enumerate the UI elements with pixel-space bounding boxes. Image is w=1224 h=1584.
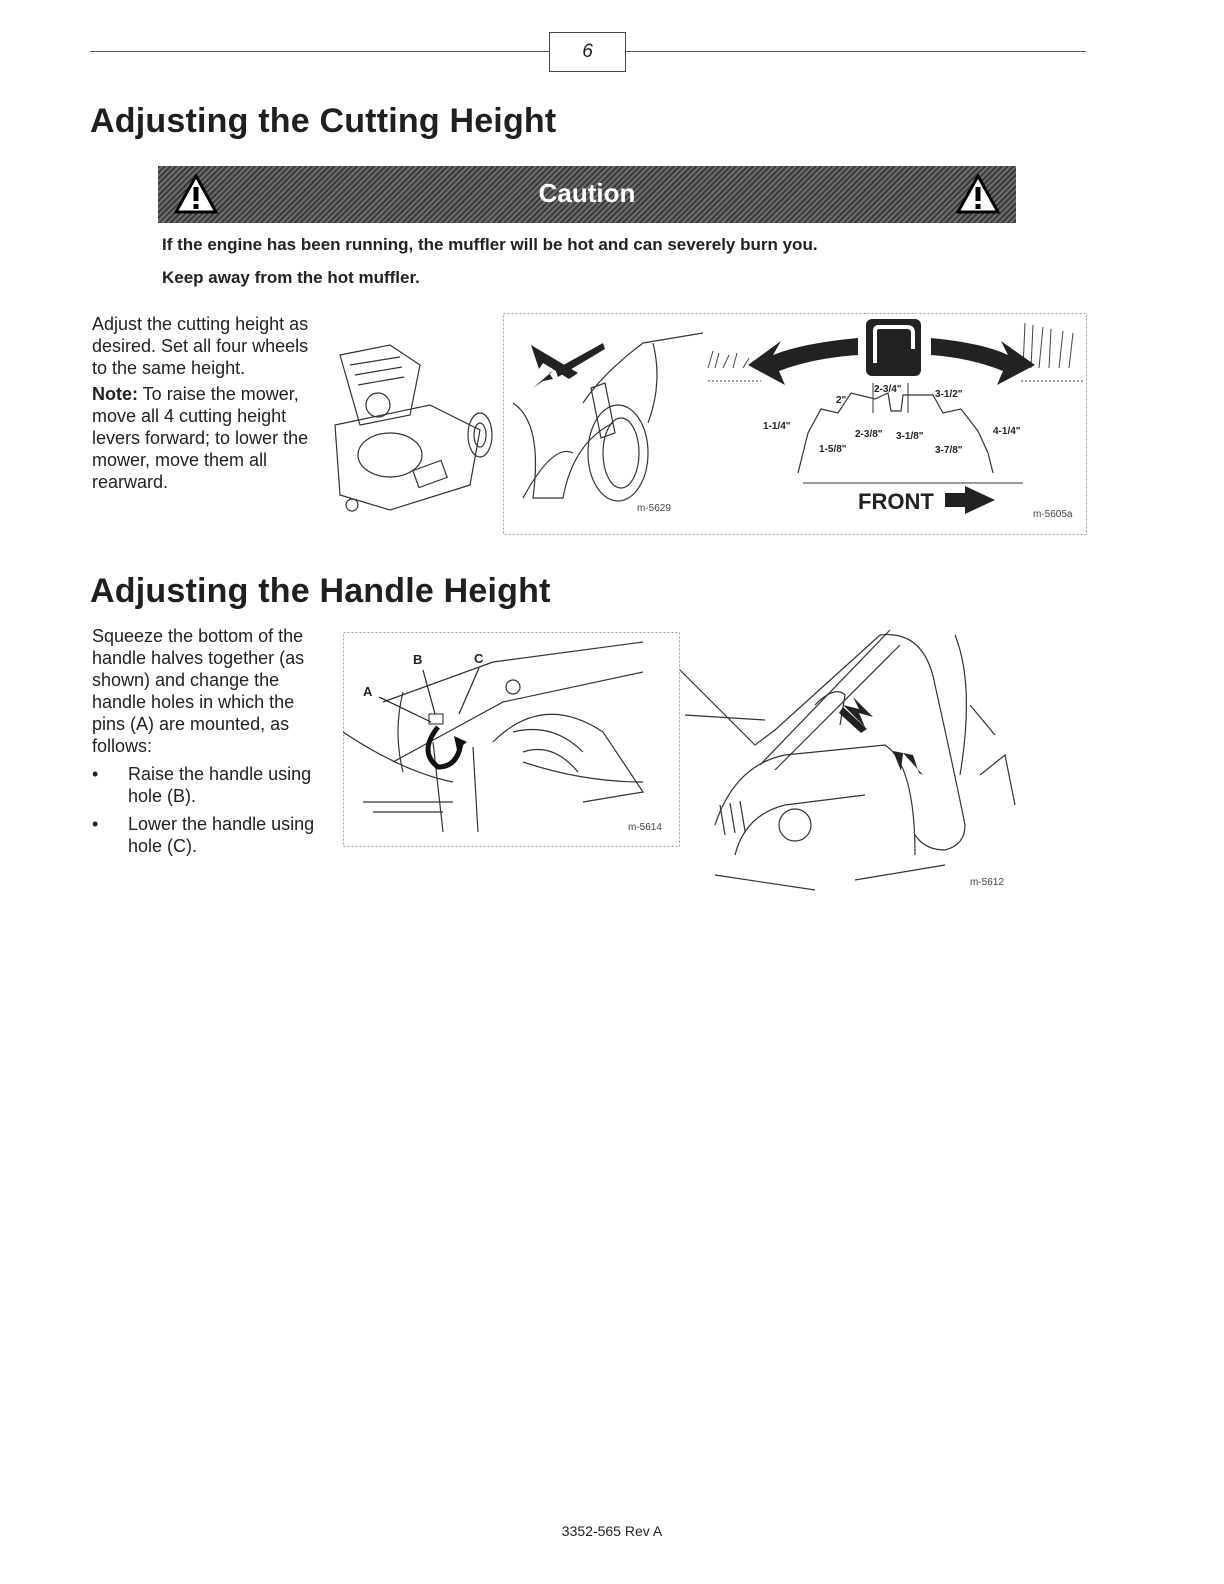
height-label-2: 1-5/8"	[819, 444, 847, 455]
bullet-lower: • Lower the handle using hole (C).	[92, 813, 317, 857]
header-rule-left	[90, 51, 549, 52]
label-b: B	[413, 652, 423, 667]
caution-text-2: Keep away from the hot muffler.	[162, 268, 420, 287]
note-label: Note:	[92, 384, 138, 404]
cutting-height-paragraph: Adjust the cutting height as desired. Set all four wheels to the same height.	[92, 314, 309, 378]
label-c: C	[474, 651, 484, 666]
figure-id-m5629: m-5629	[637, 503, 671, 514]
caution-banner	[158, 166, 1016, 223]
height-label-4: 2-3/8"	[855, 429, 883, 440]
handle-height-text	[92, 625, 317, 857]
cutting-height-figure	[503, 313, 1087, 535]
figure-id-m5612: m-5612	[970, 877, 1004, 888]
cutting-height-text	[92, 313, 328, 497]
front-label: FRONT	[858, 489, 934, 514]
height-label-6: 3-1/8"	[896, 431, 924, 442]
note-text: To raise the mower, move all 4 cutting height levers forward; to lower the mower, move them all rearward.	[92, 384, 309, 492]
figure-id-m5605a: m-5605a	[1033, 509, 1073, 520]
warning-icon	[956, 174, 1000, 214]
height-label-7: 3-1/2"	[935, 389, 963, 400]
front-arrow-icon	[945, 486, 995, 514]
handle-height-paragraph: Squeeze the bottom of the handle halves together (as shown) and change the handle holes in which the pins (A) are mounted, as follows:	[92, 626, 305, 756]
footer-doc-id: 3352-565 Rev A	[561, 1523, 663, 1539]
height-label-5: 2-3/4"	[874, 384, 902, 395]
height-label-1: 1-1/4"	[763, 421, 791, 432]
section-title-handle-height: Adjusting the Handle Height	[90, 572, 551, 610]
height-label-3: 2"	[836, 395, 847, 406]
page-number: 6	[549, 32, 626, 72]
note-paragraph	[92, 383, 328, 493]
mower-side-illustration	[330, 335, 505, 525]
section-title-cutting-height: Adjusting the Cutting Height	[90, 102, 557, 140]
squeeze-arrow-icon	[893, 751, 923, 775]
caution-label: Caution	[538, 178, 636, 208]
handle-squeeze-figure	[675, 625, 1020, 895]
caution-text-1: If the engine has been running, the muffler will be hot and can severely burn you.	[162, 235, 818, 254]
label-a: A	[363, 684, 373, 699]
header-rule-right	[626, 51, 1086, 52]
height-label-8: 3-7/8"	[935, 445, 963, 456]
height-label-9: 4-1/4"	[993, 426, 1021, 437]
bullet-raise: • Raise the handle using hole (B).	[92, 763, 317, 807]
figure-id-m5614: m-5614	[628, 822, 662, 833]
handle-pin-figure	[343, 632, 680, 847]
